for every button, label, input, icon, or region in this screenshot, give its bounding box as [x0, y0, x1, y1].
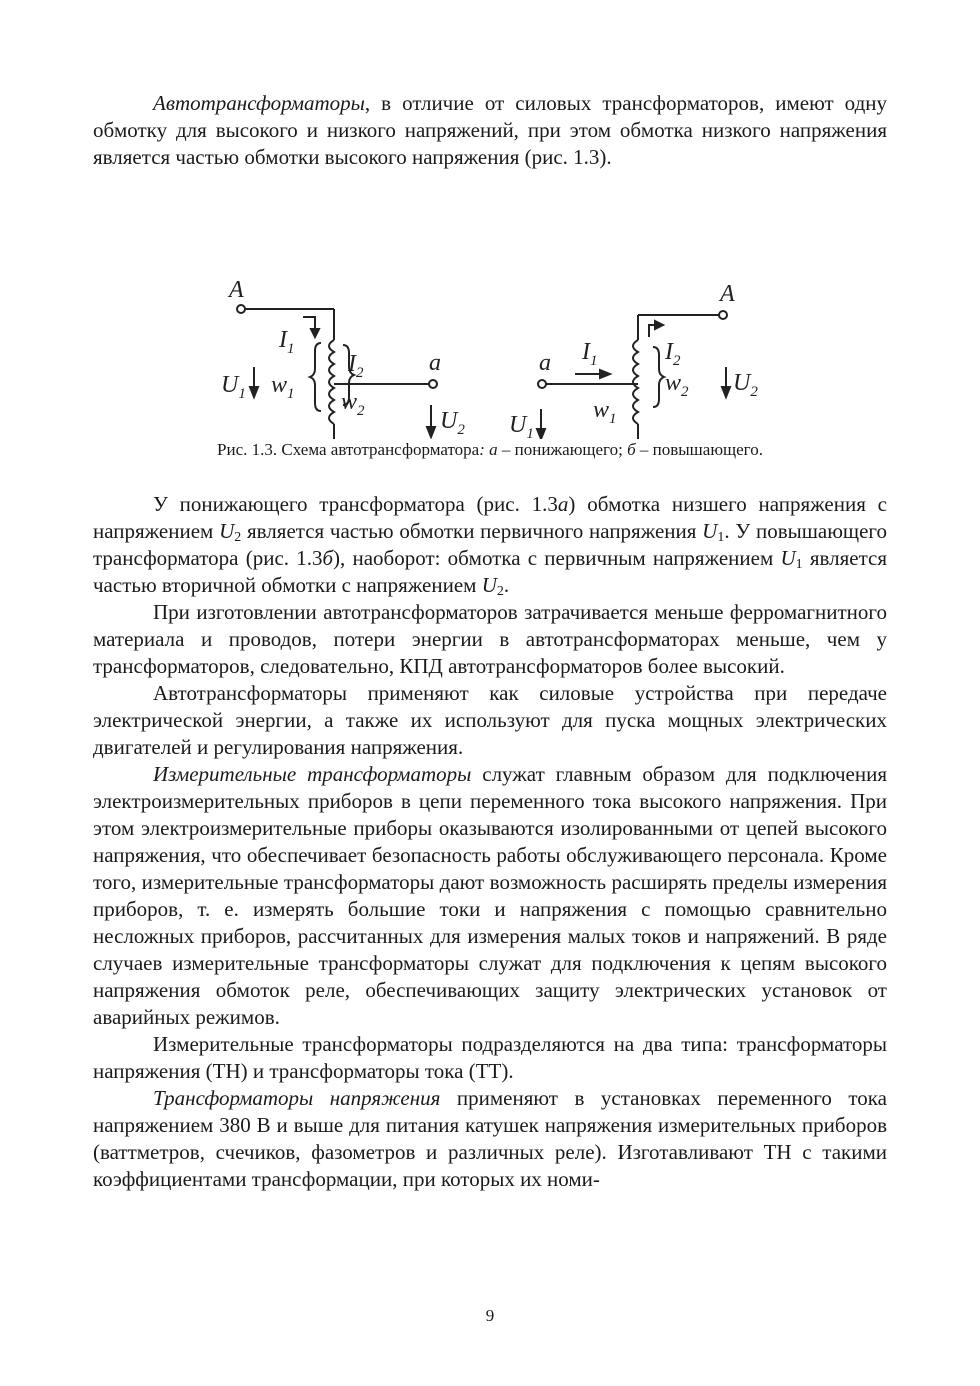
paragraph-types: Измерительные трансформаторы подразделяются на два типа: трансформаторы напряжения (ТН) и трансформаторы тока (ТТ). — [93, 1032, 887, 1083]
page-body — [93, 90, 887, 1193]
paragraph-measuring-transformers: Измерительные трансформаторы служат главным образом для подключения электроизмерительных приборов в цепи переменного тока высокого напряжения. При этом электроизмерительные приборы оказываются изолированными от цепей высокого напряжения, что обеспечивает безопасность работы обслуживающего персонала. Кроме того, измерительные трансформаторы дают возможность расширять пределы измерения приборов, т. е. измерять большие токи и напряжения с помощью сравнительно несложных приборов, рассчитанных для измерения малых токов и напряжений. В ряде случаев измерительные трансформаторы служат для подключения к цепям высокого напряжения обмоток реле, обеспечивающих защиту электрических установок от аварийных режимов. — [93, 762, 888, 1029]
terminal-a-a — [429, 380, 437, 388]
terminal-a-b — [538, 380, 546, 388]
label-a-a: a — [429, 350, 441, 376]
label-w1-a: $w_1$ — [271, 372, 295, 402]
paragraph-voltage-transformers: Трансформаторы напряжения применяют в установках переменного тока напряжением 380 В и выше для питания катушек напряжения измерительных приборов (ваттметров, счечиков, фазометров и различных реле). Изготавливают ТН с такими коэффициентами трансформации, при которых их номи- — [93, 1086, 887, 1191]
terminal-A-a — [237, 305, 245, 313]
winding-a — [329, 340, 334, 424]
terminal-A-b — [719, 311, 727, 319]
term-voltage-transformers: Трансформаторы напряжения — [153, 1086, 441, 1110]
winding-b — [633, 340, 638, 424]
label-U2-a: $U_2$ — [440, 408, 465, 438]
page-number: 9 — [485, 1306, 495, 1325]
figure-1-3 — [93, 177, 887, 439]
diagram-b — [537, 311, 730, 439]
label-U1-a: $U_1$ — [221, 372, 246, 402]
term-autotransformers: Автотрансформаторы — [153, 91, 365, 115]
autotransformer-diagrams — [93, 177, 887, 439]
label-I1-b: $I_1$ — [582, 339, 598, 369]
label-I1-a: $I_1$ — [279, 327, 295, 357]
label-w1-b: $w_1$ — [593, 397, 617, 427]
label-U2-b: $U_2$ — [733, 370, 758, 400]
label-w2-a: $w_2$ — [341, 389, 365, 419]
label-I2-a: $I_2$ — [348, 351, 364, 381]
figure-caption: Рис. 1.3. Схема автотрансформатора: а – понижающего; б – повышающего. — [217, 440, 763, 459]
term-measuring-transformers: Измерительные трансформаторы — [153, 762, 472, 786]
label-A-b: A — [720, 281, 735, 307]
label-A-a: A — [229, 277, 244, 303]
paragraph-step-down-step-up: У понижающего трансформатора (рис. 1.3а) обмотка низшего напряжения с напряжением $U_2$ является частью обмотки первичного напряжения $U_1$. У повышающего трансформатора (рис. 1.3б), наоборот: обмотка с первичным напряжением $U_1$ является частью вторичной обмотки с напряжением $U_2$. — [93, 492, 888, 599]
paragraph-applications: Автотрансформаторы применяют как силовые устройства при передаче электрической энергии, а также их используют для пуска мощных электрических двигателей и регулирования напряжения. — [93, 681, 887, 759]
paragraph-autotransformers: Автотрансформаторы, в отличие от силовых трансформаторов, имеют одну обмотку для высокого и низкого напряжений, при этом обмотка низкого напряжения является частью обмотки высокого напряжения (рис. 1.3). — [93, 91, 887, 169]
label-w2-b: $w_2$ — [665, 370, 689, 400]
paragraph-advantages: При изготовлении автотрансформаторов затрачивается меньше ферромагнитного материала и проводов, потери энергии в автотрансформаторах меньше, чем у трансформаторов, следовательно, КПД автотрансформаторов более высокий. — [93, 600, 887, 678]
diagram-a — [237, 305, 437, 439]
label-a-b: a — [539, 350, 551, 376]
label-I2-b: $I_2$ — [665, 339, 681, 369]
label-U1-b: $U_1$ — [509, 412, 534, 439]
